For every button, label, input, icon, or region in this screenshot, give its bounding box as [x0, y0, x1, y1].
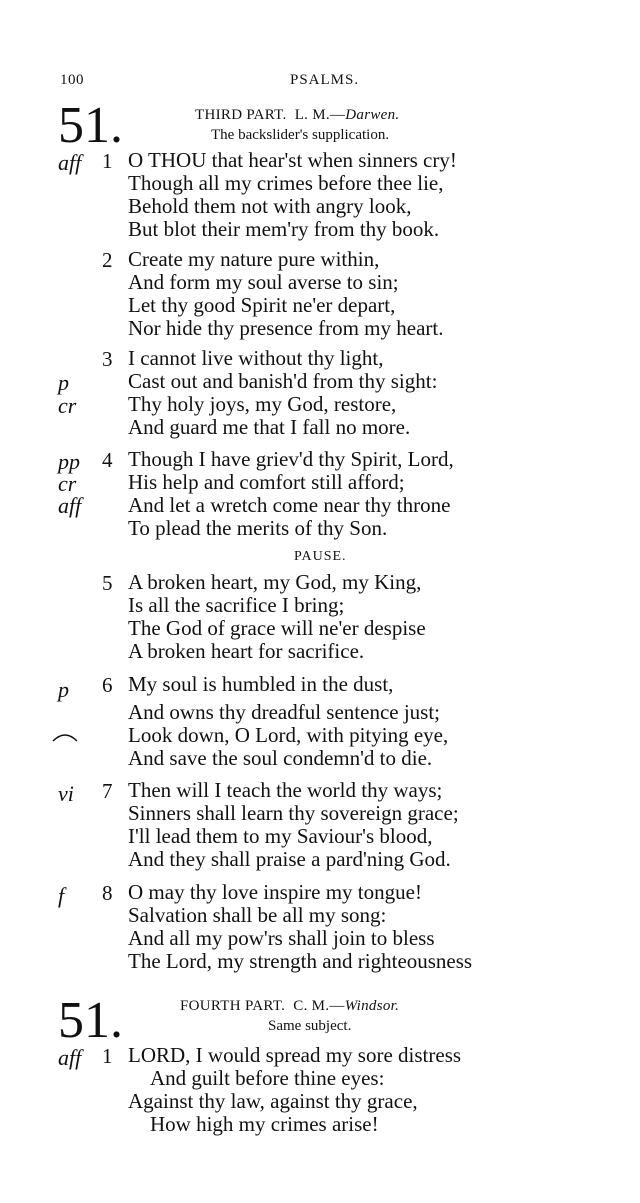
meter: C. M.—: [293, 998, 345, 1014]
verse-line: Create my nature pure within,: [128, 247, 380, 271]
verse-line: I'll lead them to my Saviour's blood,: [128, 824, 433, 848]
part-title: THIRD PART.: [195, 107, 287, 123]
dynamic-mark: f: [58, 883, 65, 908]
verse-number: 2: [102, 248, 113, 272]
tune-name: Windsor.: [344, 998, 400, 1014]
verse-line: Nor hide thy presence from my heart.: [128, 316, 444, 340]
verse-number: 1: [102, 149, 113, 173]
verse-line: But blot their mem'ry from thy book.: [128, 217, 440, 241]
verse-line: Against thy law, against thy grace,: [128, 1089, 418, 1113]
verse-line: And owns thy dreadful sentence just;: [128, 700, 441, 724]
verse-line: And guard me that I fall no more.: [128, 415, 411, 439]
verse-line: And they shall praise a pard'ning God.: [128, 847, 451, 871]
verse-line: O may thy love inspire my tongue!: [128, 880, 422, 904]
verse-line: And all my pow'rs shall join to bless: [128, 926, 435, 950]
verse-line: Cast out and banish'd from thy sight:: [128, 369, 438, 393]
verse-line: To plead the merits of thy Son.: [128, 516, 388, 540]
verse-line: The God of grace will ne'er despise: [128, 616, 426, 640]
verse-line: O THOU that hear'st when sinners cry!: [128, 148, 457, 172]
verse-line: Sinners shall learn thy sovereign grace;: [128, 801, 459, 825]
verse-line: Thy holy joys, my God, restore,: [128, 392, 397, 416]
hymn-number: 51.: [58, 992, 123, 1049]
verse-line: Though I have griev'd thy Spirit, Lord,: [128, 447, 454, 471]
verse-line: LORD, I would spread my sore distress: [128, 1043, 462, 1067]
hymn-subject: Same subject.: [268, 1018, 352, 1034]
verse-number: 4: [102, 448, 113, 472]
verse-line: And form my soul averse to sin;: [128, 270, 399, 294]
dynamic-mark: aff: [58, 1045, 82, 1070]
dynamic-mark: pp: [58, 449, 80, 474]
verse-line: How high my crimes arise!: [150, 1112, 379, 1136]
verse-line: A broken heart for sacrifice.: [128, 639, 365, 663]
verse-line: Behold them not with angry look,: [128, 194, 412, 218]
dynamic-mark: aff: [58, 150, 82, 175]
verse-number: 7: [102, 779, 113, 803]
tune-name: Darwen.: [345, 107, 400, 123]
verse-line: His help and comfort still afford;: [128, 470, 405, 494]
verse-number: 6: [102, 673, 113, 697]
verse-line: I cannot live without thy light,: [128, 346, 384, 370]
page-number: 100: [60, 72, 84, 88]
verse-line: Salvation shall be all my song:: [128, 903, 387, 927]
part-heading: [195, 107, 399, 124]
part-title: FOURTH PART.: [180, 998, 286, 1014]
verse-line: And guilt before thine eyes:: [150, 1066, 385, 1090]
verse-line: Is all the sacrifice I bring;: [128, 593, 345, 617]
verse-line: Let thy good Spirit ne'er depart,: [128, 293, 396, 317]
verse-line: Then will I teach the world thy ways;: [128, 778, 443, 802]
verse-line: Though all my crimes before thee lie,: [128, 171, 444, 195]
dynamic-mark: p: [58, 370, 69, 395]
part-heading: [180, 998, 399, 1015]
hymn-number: 51.: [58, 97, 123, 154]
dynamic-mark: p: [58, 677, 69, 702]
dynamic-mark: cr: [58, 471, 77, 496]
verse-number: 3: [102, 347, 113, 371]
page-title: PSALMS.: [290, 72, 360, 88]
verse-line: Look down, O Lord, with pitying eye,: [128, 723, 449, 747]
verse-line: And save the soul condemn'd to die.: [128, 746, 433, 770]
dynamic-mark: cr: [58, 393, 77, 418]
verse-line: My soul is humbled in the dust,: [128, 672, 394, 696]
meter: L. M.—: [294, 107, 346, 123]
verse-line: The Lord, my strength and righteousness: [128, 949, 473, 973]
dynamic-mark: aff: [58, 493, 82, 518]
verse-line: A broken heart, my God, my King,: [128, 570, 422, 594]
verse-number: 8: [102, 881, 113, 905]
dynamic-mark: vi: [58, 781, 74, 806]
hymn-subject: The backslider's supplication.: [211, 127, 390, 143]
pause-arc-icon: [52, 731, 78, 743]
verse-number: 5: [102, 571, 113, 595]
verse-line: And let a wretch come near thy throne: [128, 493, 451, 517]
pause-heading: PAUSE.: [294, 549, 347, 564]
verse-number: 1: [102, 1044, 113, 1068]
